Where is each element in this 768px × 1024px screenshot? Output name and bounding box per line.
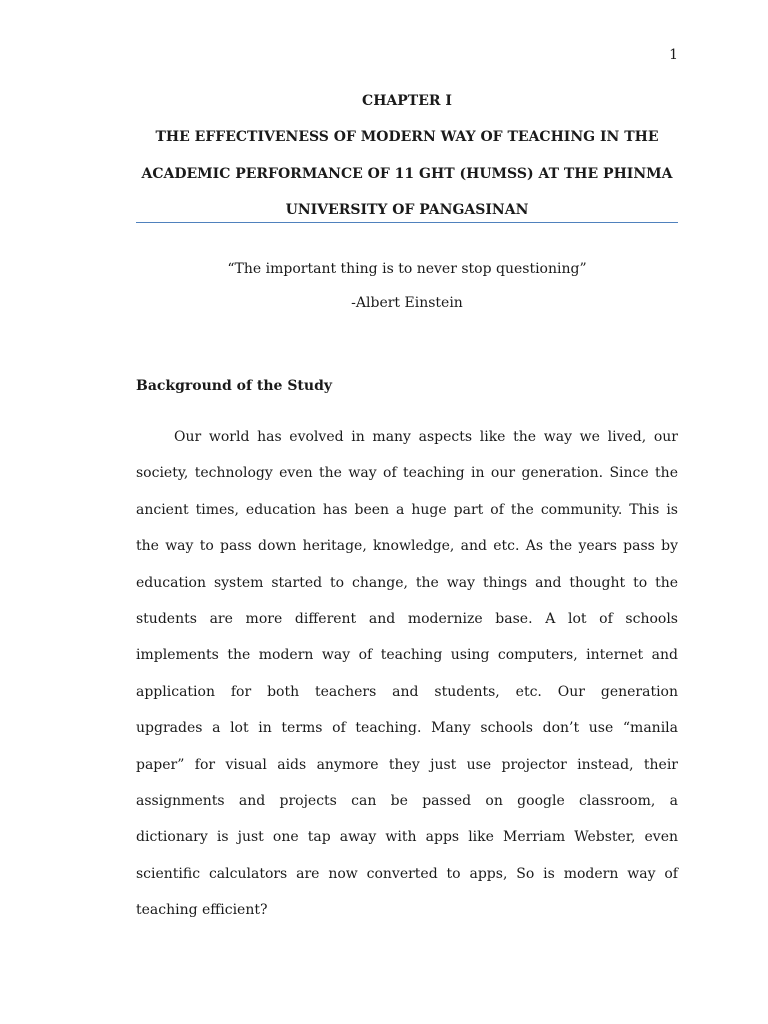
paragraph-line: the way to pass down heritage, knowledge, and etc. As the years pass by <box>136 538 678 555</box>
paragraph-line: education system started to change, the way things and thought to the <box>136 574 678 591</box>
paragraph-line: ancient times, education has been a huge part of the community. This is <box>136 501 678 518</box>
title-line: ACADEMIC PERFORMANCE OF 11 GHT (HUMSS) AT THE PHINMA <box>141 166 673 182</box>
paragraph-line: upgrades a lot in terms of teaching. Many schools don’t use “manila <box>136 720 678 737</box>
title-line: UNIVERSITY OF PANGASINAN <box>285 202 529 218</box>
paragraph-line: Our world has evolved in many aspects like the way we lived, our <box>174 429 678 445</box>
section-heading: Background of the Study <box>136 378 332 394</box>
paragraph-line: teaching efficient? <box>136 902 268 919</box>
paragraph-line: application for both teachers and students, etc. Our generation <box>136 683 678 700</box>
paragraph-line: assignments and projects can be passed on google classroom, a <box>136 792 678 809</box>
page-number: 1 <box>669 47 678 63</box>
body-paragraph <box>136 423 678 932</box>
paragraph-line: dictionary is just one tap away with apps like Merriam Webster, even <box>136 829 678 846</box>
chapter-heading: CHAPTER I <box>362 93 452 109</box>
title-underline-rule <box>136 222 678 223</box>
paragraph-line: paper” for visual aids anymore they just use projector instead, their <box>136 756 678 773</box>
paragraph-line: scientific calculators are now converted to apps, So is modern way of <box>136 865 678 882</box>
paragraph-line: implements the modern way of teaching using computers, internet and <box>136 647 678 664</box>
epigraph-quote: “The important thing is to never stop questioning” <box>227 261 587 277</box>
title-line: THE EFFECTIVENESS OF MODERN WAY OF TEACHING IN THE <box>155 129 659 145</box>
epigraph-author: -Albert Einstein <box>351 295 463 311</box>
paragraph-line: society, technology even the way of teaching in our generation. Since the <box>136 465 678 482</box>
paragraph-line: students are more different and modernize base. A lot of schools <box>136 610 678 627</box>
